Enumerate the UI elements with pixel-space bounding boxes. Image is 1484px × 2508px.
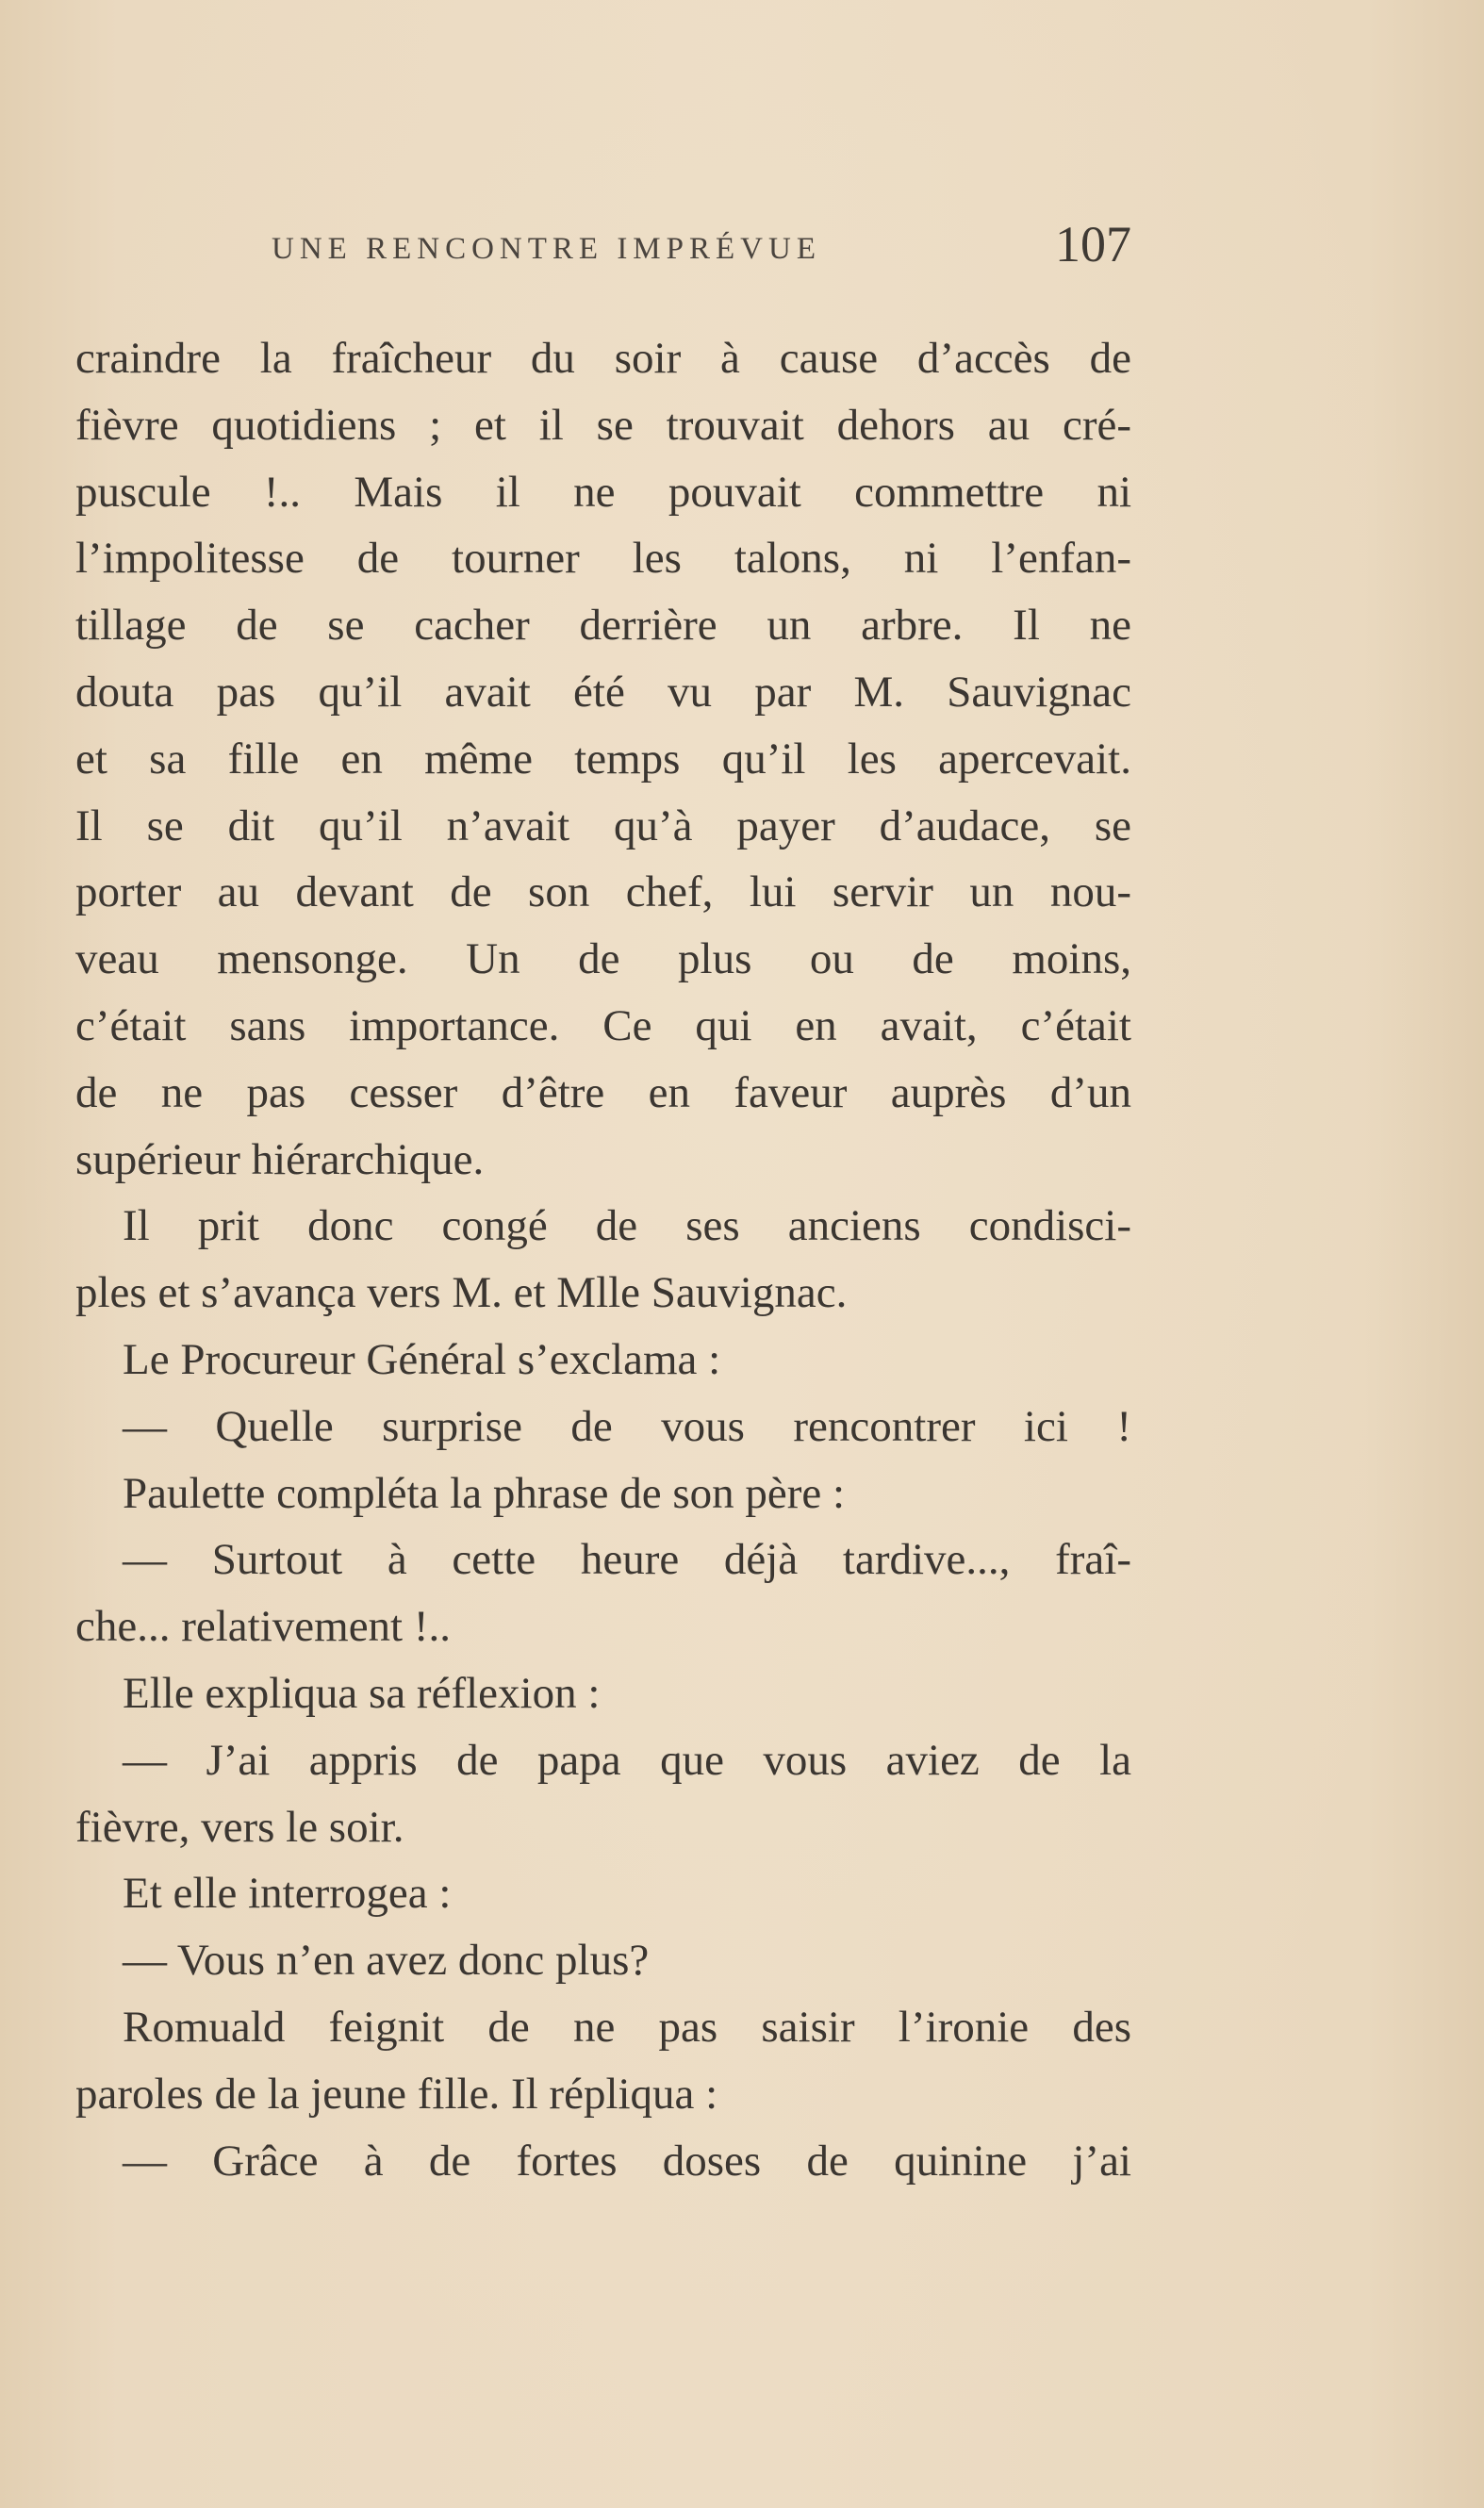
text-line: fièvre, vers le soir.: [75, 1802, 404, 1852]
text-line: fièvre quotidiens ; et il se trouvait dehors au cré-: [75, 400, 1131, 450]
text-line: tillage de se cacher derrière un arbre. Il ne: [75, 601, 1131, 651]
text-line: Il prit donc congé de ses anciens condisci-: [123, 1201, 1131, 1251]
text-line: Romuald feignit de ne pas saisir l’ironie des: [123, 2002, 1131, 2052]
text-line: — J’ai appris de papa que vous aviez de la: [123, 1735, 1131, 1785]
text-line: Et elle interrogea :: [123, 1869, 452, 1919]
text-line: — Quelle surprise de vous rencontrer ici !: [123, 1401, 1131, 1451]
text-line: et sa fille en même temps qu’il les apercevait.: [75, 734, 1131, 784]
page-number: 107: [1055, 216, 1131, 272]
text-line: veau mensonge. Un de plus ou de moins,: [75, 934, 1131, 984]
text-line: Le Procureur Général s’exclama :: [123, 1334, 721, 1384]
text-line: porter au devant de son chef, lui servir un nou-: [75, 867, 1131, 917]
text-line: paroles de la jeune fille. Il répliqua :: [75, 2069, 718, 2119]
text-line: douta pas qu’il avait été vu par M. Sauvignac: [75, 667, 1131, 717]
running-title: UNE RENCONTRE IMPRÉVUE: [272, 232, 821, 266]
text-line: puscule !.. Mais il ne pouvait commettre ni: [75, 467, 1131, 517]
text-line: — Surtout à cette heure déjà tardive..., fraî-: [123, 1535, 1131, 1585]
text-line: Paulette compléta la phrase de son père :: [123, 1468, 846, 1518]
page-header: [75, 215, 1131, 281]
text-line: l’impolitesse de tourner les talons, ni l’enfan-: [75, 534, 1131, 584]
text-line: ples et s’avança vers M. et Mlle Sauvignac.: [75, 1268, 848, 1318]
text-line: de ne pas cesser d’être en faveur auprès d’un: [75, 1067, 1131, 1117]
text-line: che... relativement !..: [75, 1602, 452, 1652]
text-line: — Grâce à de fortes doses de quinine j’ai: [123, 2136, 1131, 2186]
text-line: c’était sans importance. Ce qui en avait, c’était: [75, 1000, 1131, 1050]
text-line: — Vous n’en avez donc plus?: [123, 1936, 650, 1986]
body-text: [75, 325, 1131, 2194]
text-line: supérieur hiérarchique.: [75, 1134, 485, 1184]
text-line: Elle expliqua sa réflexion :: [123, 1668, 601, 1718]
text-line: Il se dit qu’il n’avait qu’à payer d’audace, se: [75, 800, 1131, 850]
text-line: craindre la fraîcheur du soir à cause d’accès de: [75, 334, 1131, 383]
